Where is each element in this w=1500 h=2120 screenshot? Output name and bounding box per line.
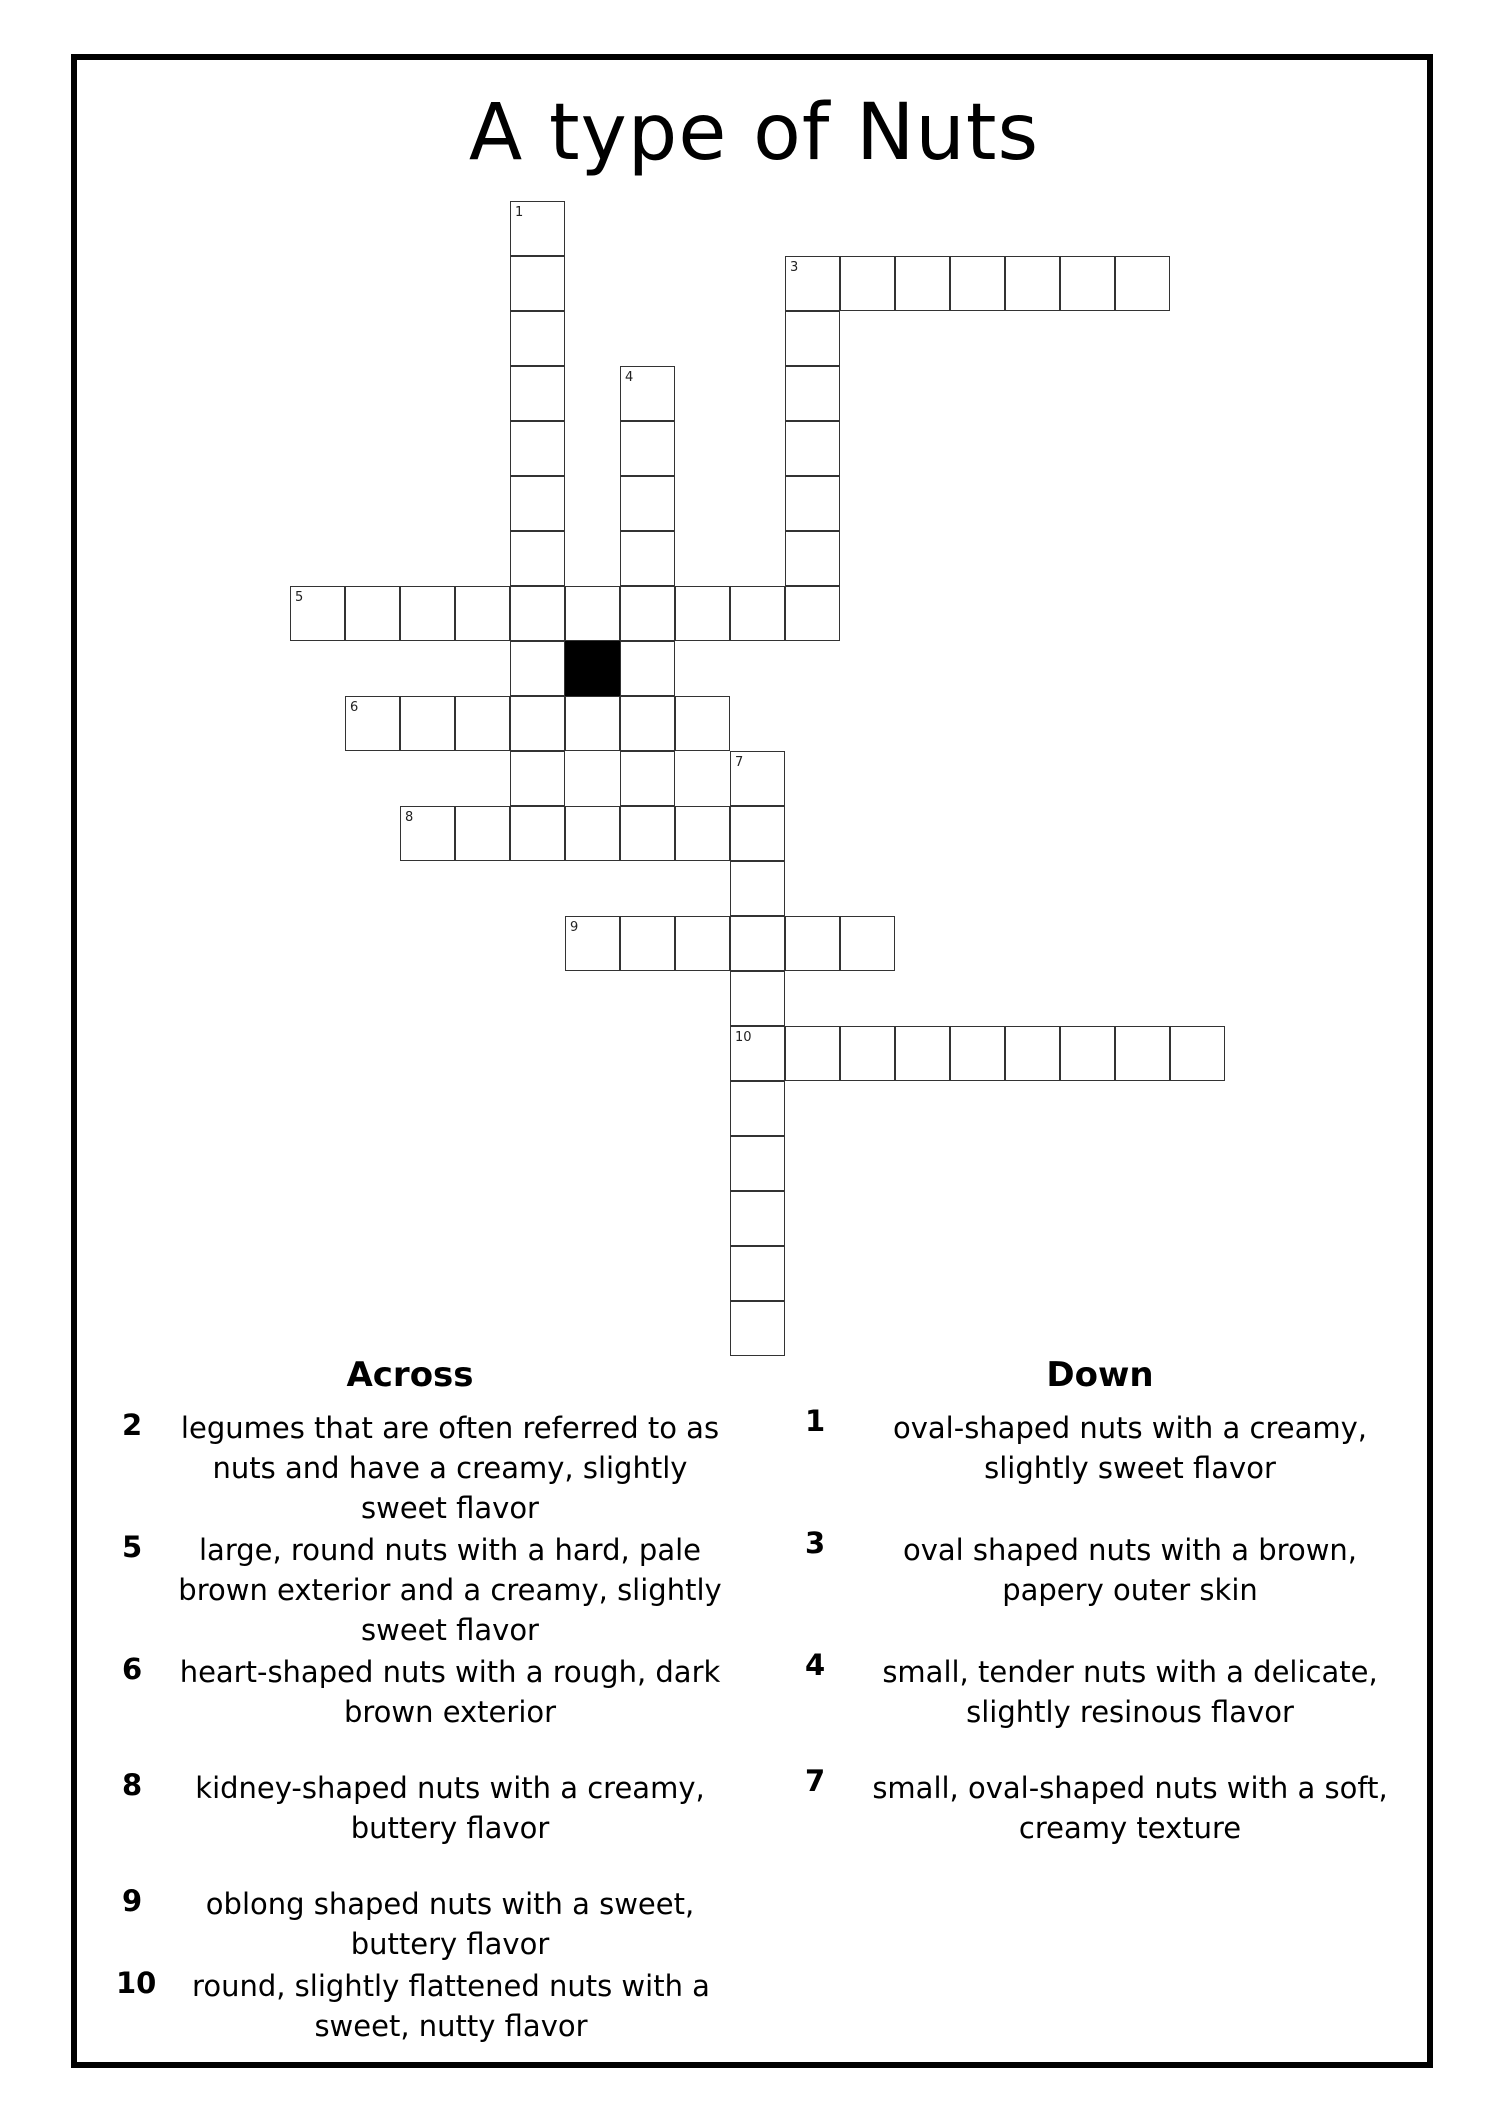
clue-number: 7 <box>805 1764 826 1798</box>
grid-cell[interactable] <box>345 586 400 641</box>
grid-cell[interactable] <box>510 641 565 696</box>
grid-cell[interactable] <box>730 861 785 916</box>
grid-cell[interactable] <box>785 531 840 586</box>
grid-cell[interactable] <box>1115 1026 1170 1081</box>
grid-cell[interactable] <box>675 806 730 861</box>
cell-number: 4 <box>625 370 634 385</box>
grid-cell[interactable] <box>510 806 565 861</box>
clue-text: small, oval-shaped nuts with a soft, creamy texture <box>872 1771 1388 1845</box>
cell-number: 3 <box>790 260 799 275</box>
cell-number: 1 <box>515 205 524 220</box>
grid-cell[interactable] <box>1115 256 1170 311</box>
clue-number: 9 <box>122 1884 143 1918</box>
grid-cell[interactable] <box>510 366 565 421</box>
clue-text: legumes that are often referred to as nuts and have a creamy, slightly sweet flavor <box>180 1411 720 1525</box>
grid-cell[interactable] <box>510 201 565 256</box>
down-heading: Down <box>1046 1355 1154 1395</box>
grid-cell[interactable] <box>455 806 510 861</box>
grid-cell[interactable] <box>620 916 675 971</box>
grid-cell[interactable] <box>950 256 1005 311</box>
grid-cell[interactable] <box>730 1081 785 1136</box>
clue-number: 4 <box>805 1648 826 1682</box>
grid-cell[interactable] <box>675 916 730 971</box>
grid-cell[interactable] <box>730 1246 785 1301</box>
cell-number: 5 <box>295 590 304 605</box>
cell-number: 6 <box>350 700 359 715</box>
grid-cell[interactable] <box>895 256 950 311</box>
grid-cell[interactable] <box>565 806 620 861</box>
grid-cell[interactable] <box>620 421 675 476</box>
grid-cell[interactable] <box>620 366 675 421</box>
clue-text: small, tender nuts with a delicate, slightly resinous flavor <box>882 1655 1378 1729</box>
grid-cell[interactable] <box>400 586 455 641</box>
grid-cell[interactable] <box>895 1026 950 1081</box>
grid-cell[interactable] <box>730 806 785 861</box>
cell-number: 8 <box>405 810 414 825</box>
grid-cell[interactable] <box>620 641 675 696</box>
clue-text: oblong shaped nuts with a sweet, buttery flavor <box>205 1887 695 1961</box>
clue-text: kidney-shaped nuts with a creamy, buttery flavor <box>195 1771 705 1845</box>
grid-cell[interactable] <box>510 421 565 476</box>
grid-cell[interactable] <box>1060 256 1115 311</box>
grid-cell[interactable] <box>840 256 895 311</box>
grid-cell[interactable] <box>565 916 620 971</box>
grid-cell[interactable] <box>510 531 565 586</box>
grid-cell[interactable] <box>510 256 565 311</box>
grid-cell[interactable] <box>400 696 455 751</box>
clue-number: 1 <box>805 1404 826 1438</box>
clue-number: 6 <box>122 1652 143 1686</box>
grid-cell[interactable] <box>1060 1026 1115 1081</box>
grid-cell[interactable] <box>675 586 730 641</box>
grid-cell[interactable] <box>730 1191 785 1246</box>
grid-cell[interactable] <box>730 1301 785 1356</box>
grid-cell[interactable] <box>290 586 345 641</box>
grid-cell[interactable] <box>785 916 840 971</box>
grid-cell[interactable] <box>840 916 895 971</box>
clue-number: 8 <box>122 1768 143 1802</box>
grid-cell[interactable] <box>620 531 675 586</box>
grid-cell[interactable] <box>730 1136 785 1191</box>
grid-cell[interactable] <box>785 421 840 476</box>
grid-cell[interactable] <box>510 751 565 806</box>
clue-text: oval shaped nuts with a brown, papery outer skin <box>902 1533 1358 1607</box>
cell-number: 7 <box>735 755 744 770</box>
grid-cell[interactable] <box>730 916 785 971</box>
clue-number: 10 <box>116 1966 157 2000</box>
grid-cell[interactable] <box>730 751 785 806</box>
clue-text: round, slightly flattened nuts with a sweet, nutty flavor <box>192 1969 710 2043</box>
clue-text: large, round nuts with a hard, pale brown exterior and a creamy, slightly sweet flavor <box>178 1533 722 1647</box>
grid-cell[interactable] <box>565 696 620 751</box>
grid-cell[interactable] <box>1005 1026 1060 1081</box>
grid-cell[interactable] <box>400 806 455 861</box>
clue-text: heart-shaped nuts with a rough, dark brown exterior <box>179 1655 721 1729</box>
grid-cell[interactable] <box>785 586 840 641</box>
grid-cell[interactable] <box>620 476 675 531</box>
grid-cell[interactable] <box>950 1026 1005 1081</box>
grid-cell[interactable] <box>455 696 510 751</box>
clue-number: 3 <box>805 1526 826 1560</box>
grid-cell[interactable] <box>510 476 565 531</box>
cell-number: 10 <box>735 1030 752 1045</box>
across-heading: Across <box>346 1355 474 1395</box>
grid-cell[interactable] <box>620 806 675 861</box>
grid-cell[interactable] <box>785 366 840 421</box>
grid-cell[interactable] <box>785 1026 840 1081</box>
grid-cell[interactable] <box>620 751 675 806</box>
grid-cell[interactable] <box>730 586 785 641</box>
cell-number: 9 <box>570 920 579 935</box>
clue-number: 5 <box>122 1530 143 1564</box>
grid-cell[interactable] <box>785 256 840 311</box>
clue-text: oval-shaped nuts with a creamy, slightly sweet flavor <box>893 1411 1367 1485</box>
grid-cell[interactable] <box>565 586 620 641</box>
grid-cell[interactable] <box>675 696 730 751</box>
grid-cell[interactable] <box>1170 1026 1225 1081</box>
black-cell <box>565 641 620 696</box>
page-title: A type of Nuts <box>468 88 1040 178</box>
clue-number: 2 <box>122 1408 143 1442</box>
grid-cell[interactable] <box>785 476 840 531</box>
grid-cell[interactable] <box>730 971 785 1026</box>
grid-cell[interactable] <box>455 586 510 641</box>
grid-cell[interactable] <box>345 696 400 751</box>
grid-cell[interactable] <box>620 586 675 641</box>
grid-cell[interactable] <box>510 311 565 366</box>
grid-cell[interactable] <box>620 696 675 751</box>
grid-cell[interactable] <box>785 311 840 366</box>
grid-cell[interactable] <box>730 1026 785 1081</box>
grid-cell[interactable] <box>510 696 565 751</box>
grid-cell[interactable] <box>1005 256 1060 311</box>
grid-cell[interactable] <box>510 586 565 641</box>
grid-cell[interactable] <box>840 1026 895 1081</box>
